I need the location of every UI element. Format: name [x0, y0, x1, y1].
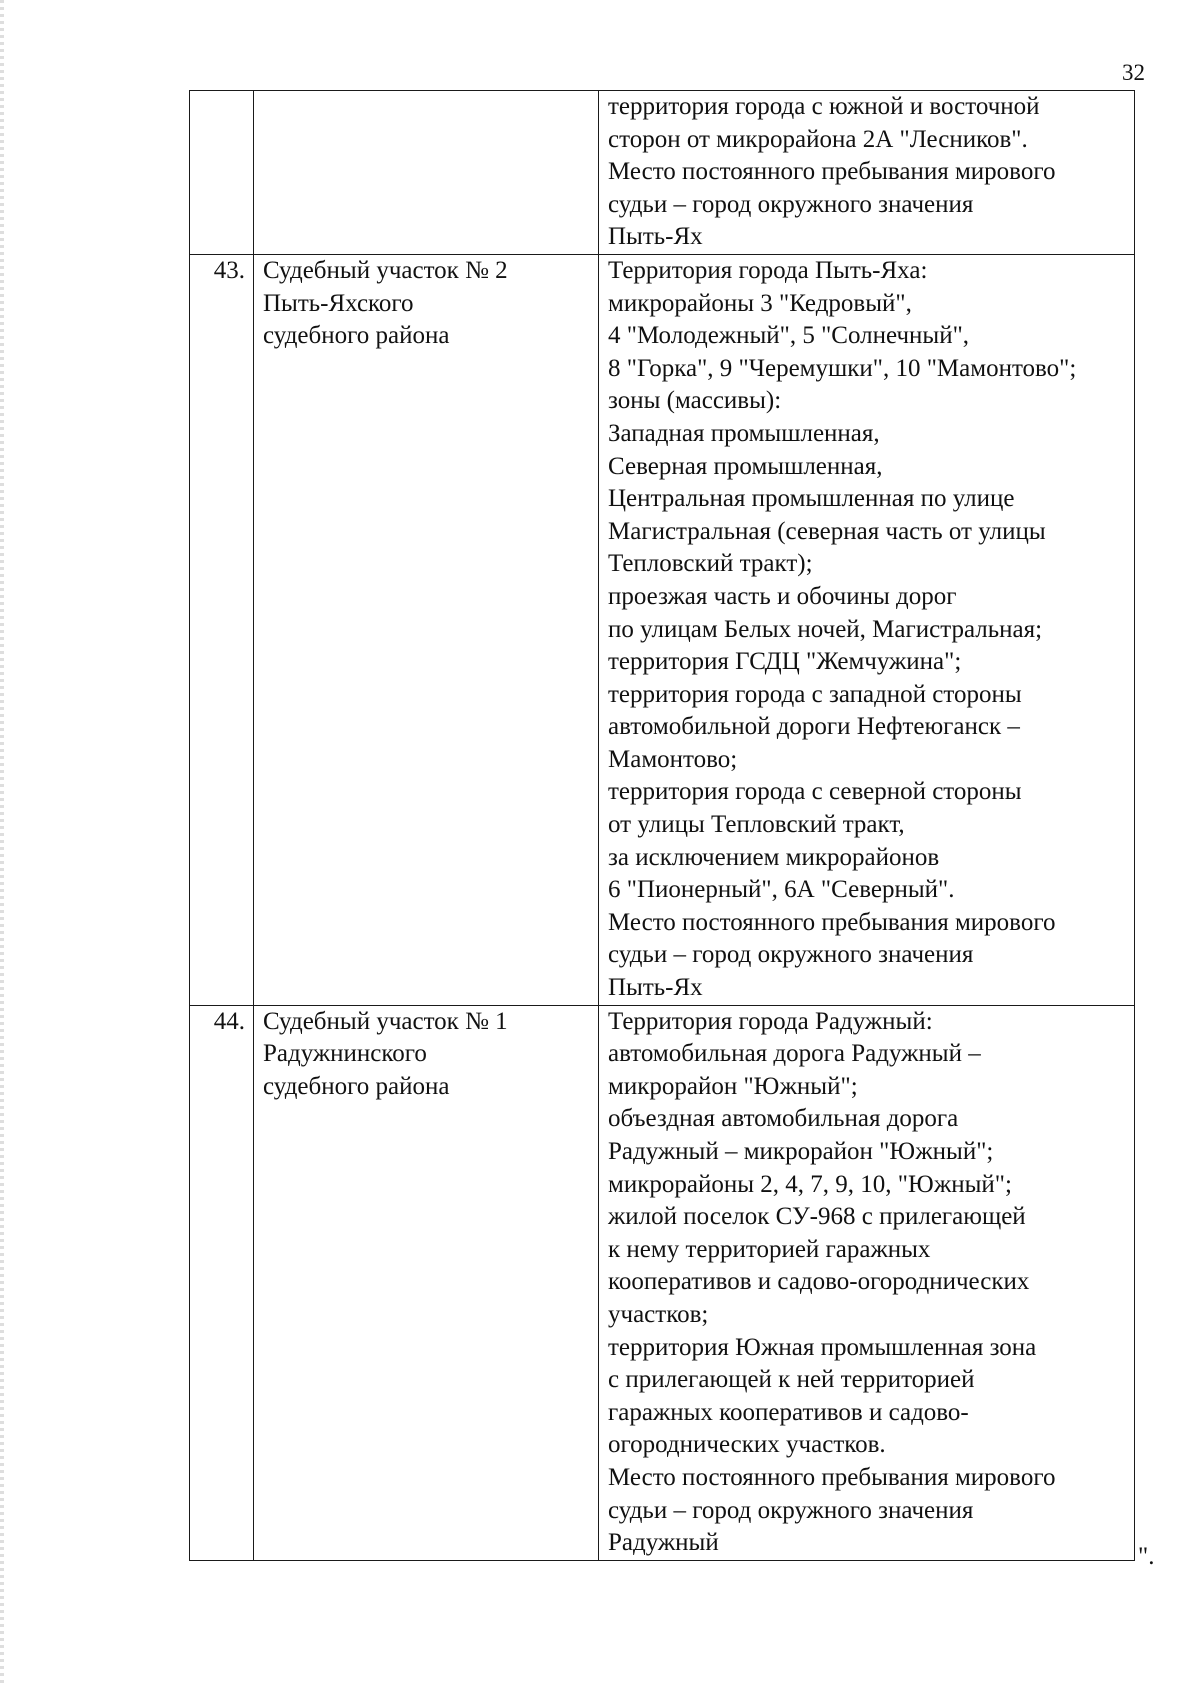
row-number-cell	[190, 1005, 254, 1560]
district-name: Судебный участок № 2 Пыть-Яхского судебного района	[263, 256, 508, 350]
row-number: 43.	[213, 256, 245, 284]
row-number-cell	[190, 91, 254, 255]
scan-edge-artifact	[0, 0, 4, 1686]
district-name: Судебный участок № 1 Радужнинского судебного района	[263, 1007, 508, 1100]
table-row	[190, 91, 1135, 255]
territory-description: Территория города Пыть-Яха: микрорайоны 3 "Кедровый", 4 "Молодежный", 5 "Солнечный", 8 "Горка", 9 "Черемушки", 10 "Мамонтово"; зоны (массивы): Западная промышленная, Северная промышленная, Центральная промышленная по улице Магистральная (северная часть от улицы Тепловский тракт); проезжая часть и обочины дорог по улицам Белых ночей, Магистральная; территория ГСДЦ "Жемчужина"; территория города с западной стороны автомобильной дороги Нефтеюганск – Мамонтово; территория города с северной стороны от улицы Тепловский тракт, за исключением микрорайонов 6 "Пионерный", 6А "Северный". Место постоянного пребывания мирового судьи – город окружного значения Пыть-Ях	[608, 256, 1077, 1002]
row-number-cell	[190, 254, 254, 1005]
page-number: 32	[1122, 60, 1145, 85]
closing-quote-mark: ".	[1138, 1543, 1155, 1570]
table-row	[190, 254, 1135, 1005]
territory-description: территория города с южной и восточной сторон от микрорайона 2А "Лесников". Место постоянного пребывания мирового судьи – город окружного значения Пыть-Ях	[608, 93, 1056, 251]
territory-description: Территория города Радужный: автомобильная дорога Радужный – микрорайон "Южный"; объездная автомобильная дорога Радужный – микрорайон "Южный"; микрорайоны 2, 4, 7, 9, 10, "Южный"; жилой поселок СУ-968 с прилегающей к нему территорией гаражных кооперативов и садово-огороднических участков; территория Южная промышленная зона с прилегающей к ней территорией гаражных кооперативов и садово- огороднических участков. Место постоянного пребывания мирового судьи – город окружного значения Радужный	[608, 1007, 1056, 1557]
table-row	[190, 1005, 1135, 1560]
territory-description-cell	[599, 91, 1135, 255]
court-districts-table	[189, 90, 1135, 1561]
territory-description-cell	[599, 1005, 1135, 1560]
district-name-cell	[254, 91, 599, 255]
row-number: 44.	[213, 1007, 245, 1035]
territory-description-cell	[599, 254, 1135, 1005]
district-name-cell	[254, 254, 599, 1005]
district-name-cell	[254, 1005, 599, 1560]
